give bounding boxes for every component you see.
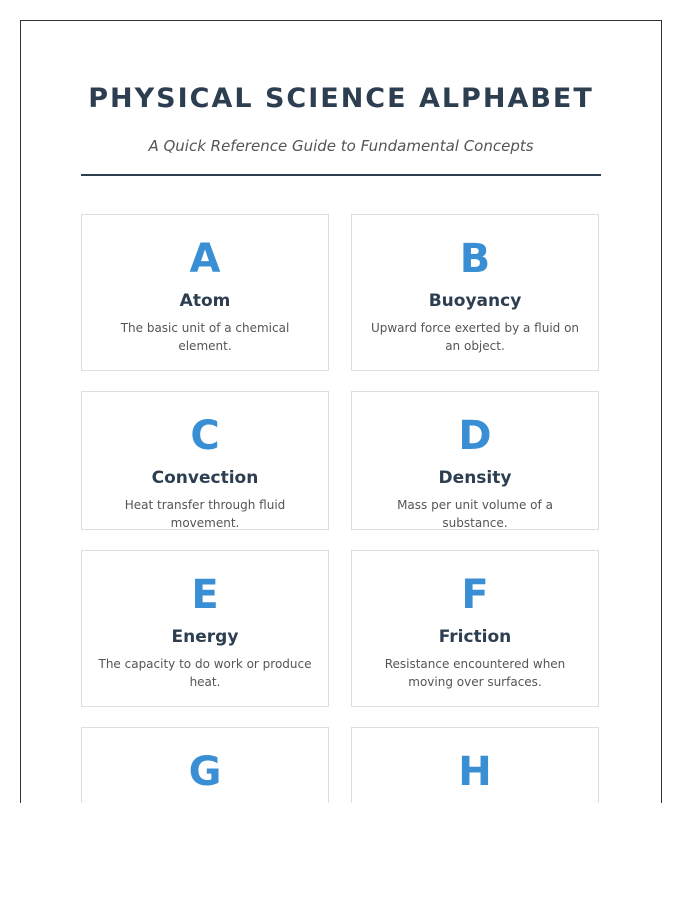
card-term: Atom	[179, 291, 231, 311]
concept-card-h	[351, 727, 599, 803]
card-term: Density	[438, 468, 512, 488]
concept-card-g	[81, 727, 329, 803]
card-letter: D	[458, 413, 492, 459]
page-title: PHYSICAL SCIENCE ALPHABET	[88, 83, 594, 114]
card-definition: Resistance encountered when moving over surfaces.	[384, 657, 566, 689]
card-term: Buoyancy	[428, 291, 522, 311]
card-letter: A	[189, 236, 221, 282]
concept-card-d	[351, 391, 599, 530]
page-subtitle: A Quick Reference Guide to Fundamental Concepts	[148, 137, 534, 155]
card-term: Energy	[171, 627, 239, 647]
card-definition: The basic unit of a chemical element.	[120, 321, 290, 353]
card-definition: Mass per unit volume of a substance.	[397, 498, 553, 530]
concept-card-a	[81, 214, 329, 371]
card-definition: Heat transfer through fluid movement.	[124, 498, 286, 530]
card-letter: F	[461, 572, 489, 618]
card-letter: H	[458, 749, 492, 795]
card-definition: Upward force exerted by a fluid on an object.	[370, 321, 580, 353]
concept-card-f	[351, 550, 599, 707]
card-definition: The capacity to do work or produce heat.	[98, 657, 312, 689]
card-term: Friction	[438, 627, 512, 647]
concept-card-e	[81, 550, 329, 707]
concept-card-b	[351, 214, 599, 371]
card-letter: E	[191, 572, 219, 618]
card-term: Convection	[151, 468, 259, 488]
page-header	[81, 21, 601, 176]
card-letter: G	[188, 749, 222, 795]
card-letter: C	[190, 413, 220, 459]
card-letter: B	[459, 236, 491, 282]
concept-card-c	[81, 391, 329, 530]
reference-page	[20, 20, 662, 803]
